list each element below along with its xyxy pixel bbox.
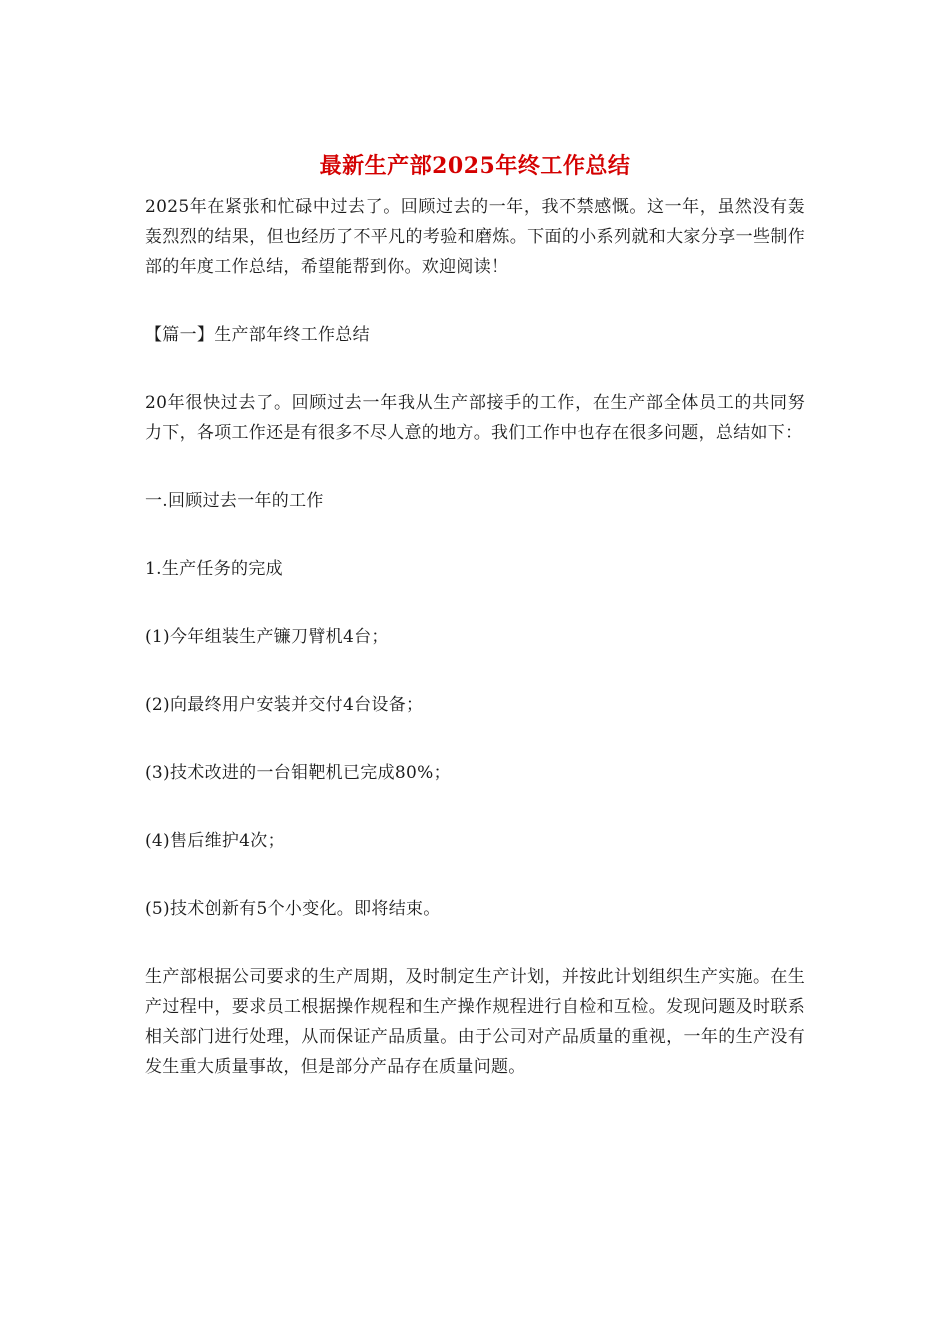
- spacer: [145, 516, 805, 554]
- list-item: (2)向最终用户安装并交付4台设备；: [145, 695, 424, 715]
- spacer: [145, 448, 805, 486]
- spacer: [145, 856, 805, 894]
- intro-paragraph: 2025年在紧张和忙碌中过去了。回顾过去的一年，我不禁感慨。这一年，虽然没有轰轰烈烈的结果，但也经历了不平凡的考验和磨炼。下面的小系列就和大家分享一些制作部的年度工作总结，希望能帮到你。欢迎阅读！: [145, 197, 805, 277]
- spacer: [145, 788, 805, 826]
- spacer: [145, 652, 805, 690]
- spacer: [145, 350, 805, 388]
- spacer: [145, 924, 805, 962]
- body-paragraph: 生产部根据公司要求的生产周期，及时制定生产计划，并按此计划组织生产实施。在生产过程中，要求员工根据操作规程和生产操作规程进行自检和互检。发现问题及时联系相关部门进行处理，从而保证产品质量。由于公司对产品质量的重视，一年的生产没有发生重大质量事故，但是部分产品存在质量问题。: [145, 967, 805, 1077]
- spacer: [145, 720, 805, 758]
- document-page: [145, 148, 805, 1082]
- body-paragraph: 20年很快过去了。回顾过去一年我从生产部接手的工作，在生产部全体员工的共同努力下，各项工作还是有很多不尽人意的地方。我们工作中也存在很多问题，总结如下：: [145, 393, 805, 443]
- list-item: (4)售后维护4次；: [145, 831, 285, 851]
- list-item: (5)技术创新有5个小变化。即将结束。: [145, 899, 441, 919]
- spacer: [145, 282, 805, 320]
- spacer: [145, 584, 805, 622]
- list-item: (1)今年组装生产镰刀臂机4台；: [145, 627, 389, 647]
- document-title: 最新生产部2025年终工作总结: [319, 153, 631, 179]
- section-heading: 【篇一】生产部年终工作总结: [145, 325, 370, 345]
- subheading-review: 一.回顾过去一年的工作: [145, 491, 324, 511]
- list-item: (3)技术改进的一台钼靶机已完成80%；: [145, 763, 451, 783]
- subheading-production-tasks: 1.生产任务的完成: [145, 559, 283, 579]
